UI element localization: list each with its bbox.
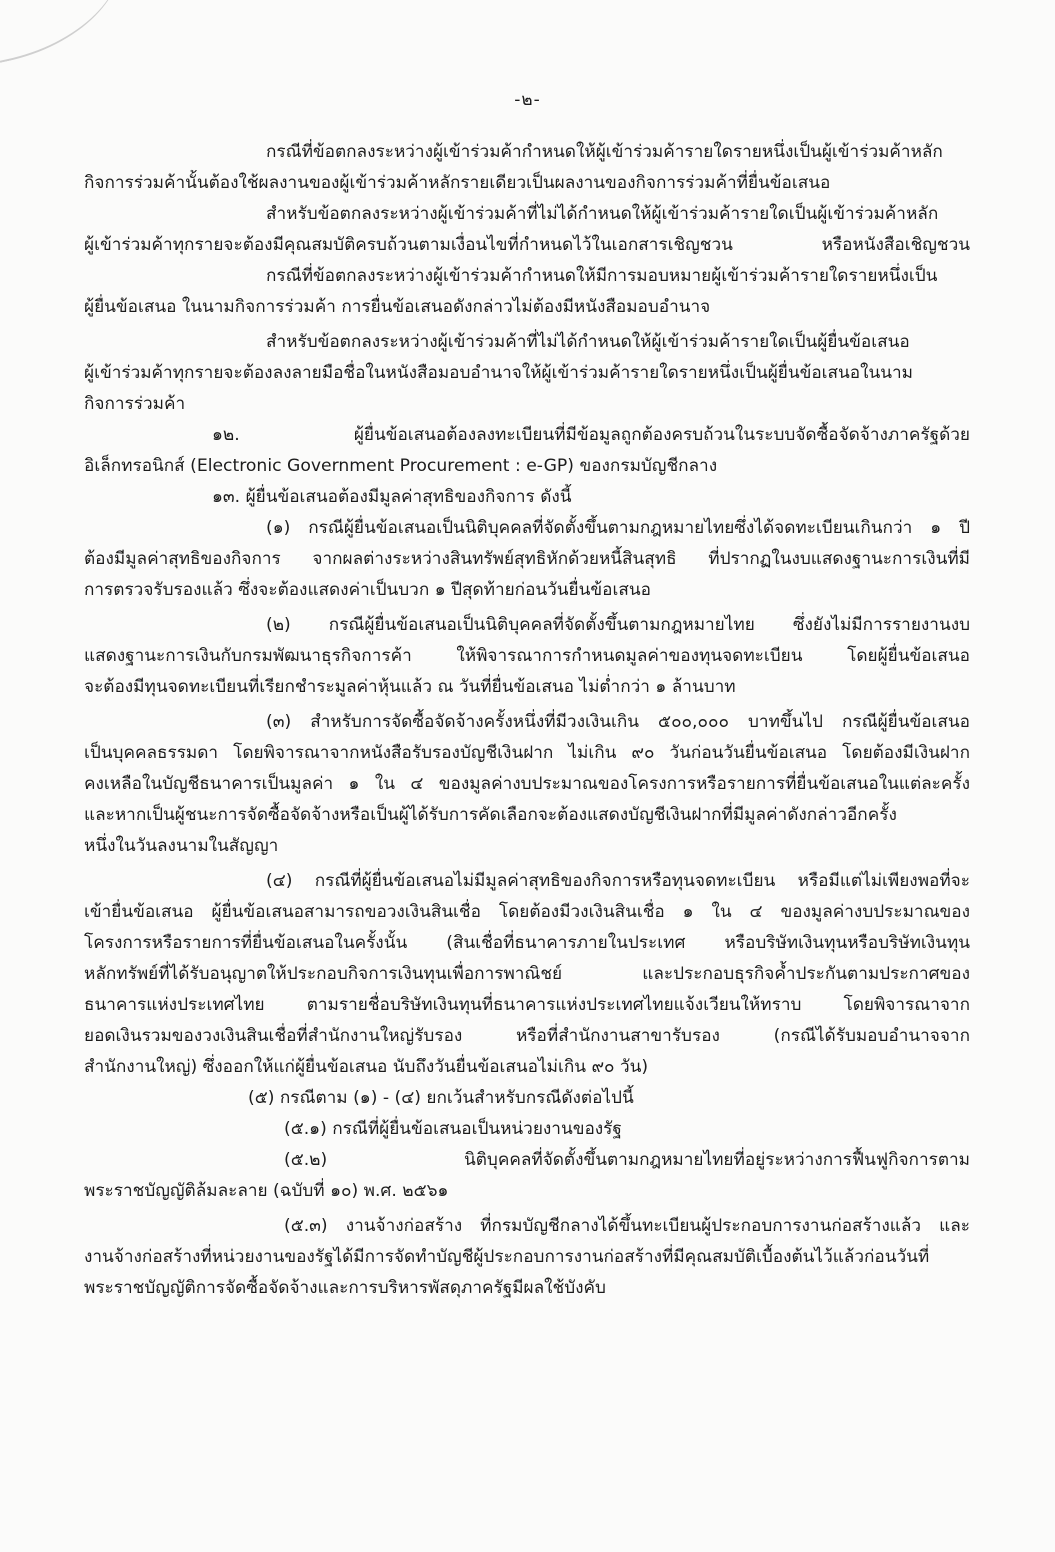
text-line: ผู้ยื่นข้อเสนอ ในนามกิจการร่วมค้า การยื่นข้อเสนอดังกล่าวไม่ต้องมีหนังสือมอบอำนาจ xyxy=(84,297,711,317)
text-line: สำหรับข้อตกลงระหว่างผู้เข้าร่วมค้าที่ไม่ได้กำหนดให้ผู้เข้าร่วมค้ารายใดเป็นผู้ยื่นข้อเสนอ xyxy=(266,332,910,352)
text-line: ยอดเงินรวมของวงเงินสินเชื่อที่สำนักงานใหญ่รับรอง หรือที่สำนักงานสาขารับรอง (กรณีได้รับมอบอำนาจจาก xyxy=(84,1026,970,1046)
text-line: คงเหลือในบัญชีธนาคารเป็นมูลค่า ๑ ใน ๔ ของมูลค่างบประมาณของโครงการหรือรายการที่ยื่นข้อเสนอในแต่ละครั้ง xyxy=(84,774,970,794)
text-line: กรณีที่ข้อตกลงระหว่างผู้เข้าร่วมค้ากำหนดให้ผู้เข้าร่วมค้ารายใดรายหนึ่งเป็นผู้เข้าร่วมค้าหลัก xyxy=(266,142,943,162)
clause-12-heading: ๑๒. ผู้ยื่นข้อเสนอต้องลงทะเบียนที่มีข้อมูลถูกต้องครบถ้วนในระบบจัดซื้อจัดจ้างภาครัฐด้วย xyxy=(212,425,970,445)
text-line: (๕) กรณีตาม (๑) - (๔) ยกเว้นสำหรับกรณีดังต่อไปนี้ xyxy=(248,1088,634,1108)
text-line: ผู้เข้าร่วมค้าทุกรายจะต้องมีคุณสมบัติครบถ้วนตามเงื่อนไขที่กำหนดไว้ในเอกสารเชิญชวน หรือหนังสือเชิญชวน xyxy=(84,235,970,255)
text-line: หนึ่งในวันลงนามในสัญญา xyxy=(84,836,279,856)
text-line: (๑) กรณีผู้ยื่นข้อเสนอเป็นนิติบุคคลที่จัดตั้งขึ้นตามกฎหมายไทยซึ่งได้จดทะเบียนเกินกว่า ๑ ปี xyxy=(266,518,970,538)
text-line: อิเล็กทรอนิกส์ (Electronic Government Procurement : e-GP) ของกรมบัญชีกลาง xyxy=(84,456,718,476)
text-line: แสดงฐานะการเงินกับกรมพัฒนาธุรกิจการค้า ให้พิจารณาการกำหนดมูลค่าของทุนจดทะเบียน โดยผู้ยื่นข้อเสนอ xyxy=(84,646,970,666)
text-line: กิจการร่วมค้านั้นต้องใช้ผลงานของผู้เข้าร่วมค้าหลักรายเดียวเป็นผลงานของกิจการร่วมค้าที่ยื่นข้อเสนอ xyxy=(84,173,831,193)
text-line: การตรวจรับรองแล้ว ซึ่งจะต้องแสดงค่าเป็นบวก ๑ ปีสุดท้ายก่อนวันยื่นข้อเสนอ xyxy=(84,580,651,600)
text-line: พระราชบัญญัติการจัดซื้อจัดจ้างและการบริหารพัสดุภาครัฐมีผลใช้บังคับ xyxy=(84,1278,606,1298)
text-line: ต้องมีมูลค่าสุทธิของกิจการ จากผลต่างระหว่างสินทรัพย์สุทธิหักด้วยหนี้สินสุทธิ ที่ปรากฏในงบแสดงฐานะการเงินที่มี xyxy=(84,549,970,569)
text-line: งานจ้างก่อสร้างที่หน่วยงานของรัฐได้มีการจัดทำบัญชีผู้ประกอบการงานก่อสร้างที่มีคุณสมบัติเบื้องต้นไว้แล้วก่อนวันที่ xyxy=(84,1247,930,1267)
text-line: (๕.๒) นิติบุคคลที่จัดตั้งขึ้นตามกฎหมายไทยที่อยู่ระหว่างการฟื้นฟูกิจการตาม xyxy=(284,1150,970,1170)
text-line: หลักทรัพย์ที่ได้รับอนุญาตให้ประกอบกิจการเงินทุนเพื่อการพาณิชย์ และประกอบธุรกิจค้ำประกันตามประกาศของ xyxy=(84,964,970,984)
text-line: จะต้องมีทุนจดทะเบียนที่เรียกชำระมูลค่าหุ้นแล้ว ณ วันที่ยื่นข้อเสนอ ไม่ต่ำกว่า ๑ ล้านบาท xyxy=(84,677,736,697)
text-line: (๓) สำหรับการจัดซื้อจัดจ้างครั้งหนึ่งที่มีวงเงินเกิน ๕๐๐,๐๐๐ บาทขึ้นไป กรณีผู้ยื่นข้อเสนอ xyxy=(266,712,970,732)
document-body xyxy=(84,137,970,1304)
text-line: (๕.๓) งานจ้างก่อสร้าง ที่กรมบัญชีกลางได้ขึ้นทะเบียนผู้ประกอบการงานก่อสร้างแล้ว และ xyxy=(284,1216,970,1236)
clause-13-heading: ๑๓. ผู้ยื่นข้อเสนอต้องมีมูลค่าสุทธิของกิจการ ดังนี้ xyxy=(212,487,572,507)
text-line: ธนาคารแห่งประเทศไทย ตามรายชื่อบริษัทเงินทุนที่ธนาคารแห่งประเทศไทยแจ้งเวียนให้ทราบ โดยพิจารณาจาก xyxy=(84,995,970,1015)
text-line: กิจการร่วมค้า xyxy=(84,394,186,414)
text-line: (๒) กรณีผู้ยื่นข้อเสนอเป็นนิติบุคคลที่จัดตั้งขึ้นตามกฎหมายไทย ซึ่งยังไม่มีการรายงานงบ xyxy=(266,615,970,635)
paper-corner-curl xyxy=(0,0,140,68)
text-line: และหากเป็นผู้ชนะการจัดซื้อจัดจ้างหรือเป็นผู้ได้รับการคัดเลือกจะต้องแสดงบัญชีเงินฝากที่มีมูลค่าดังกล่าวอีกครั้ง xyxy=(84,805,897,825)
text-line: เข้ายื่นข้อเสนอ ผู้ยื่นข้อเสนอสามารถขอวงเงินสินเชื่อ โดยต้องมีวงเงินสินเชื่อ ๑ ใน ๔ ของมูลค่างบประมาณของ xyxy=(84,902,970,922)
page-number: -๒- xyxy=(514,90,541,110)
text-line: เป็นบุคคลธรรมดา โดยพิจารณาจากหนังสือรับรองบัญชีเงินฝาก ไม่เกิน ๙๐ วันก่อนวันยื่นข้อเสนอ โดยต้องมีเงินฝาก xyxy=(84,743,970,763)
text-line: กรณีที่ข้อตกลงระหว่างผู้เข้าร่วมค้ากำหนดให้มีการมอบหมายผู้เข้าร่วมค้ารายใดรายหนึ่งเป็น xyxy=(266,266,938,286)
text-line: สำนักงานใหญ่) ซึ่งออกให้แก่ผู้ยื่นข้อเสนอ นับถึงวันยื่นข้อเสนอไม่เกิน ๙๐ วัน) xyxy=(84,1057,649,1077)
text-line: ผู้เข้าร่วมค้าทุกรายจะต้องลงลายมือชื่อในหนังสือมอบอำนาจให้ผู้เข้าร่วมค้ารายใดรายหนึ่งเป็นผู้ยื่นข้อเสนอในนาม xyxy=(84,363,913,383)
text-line: (๔) กรณีที่ผู้ยื่นข้อเสนอไม่มีมูลค่าสุทธิของกิจการหรือทุนจดทะเบียน หรือมีแต่ไม่เพียงพอที่จะ xyxy=(266,871,970,891)
text-line: พระราชบัญญัติล้มละลาย (ฉบับที่ ๑๐) พ.ศ. ๒๕๖๑ xyxy=(84,1181,449,1201)
text-line: สำหรับข้อตกลงระหว่างผู้เข้าร่วมค้าที่ไม่ได้กำหนดให้ผู้เข้าร่วมค้ารายใดเป็นผู้เข้าร่วมค้าหลัก xyxy=(266,204,939,224)
text-line: โครงการหรือรายการที่ยื่นข้อเสนอในครั้งนั้น (สินเชื่อที่ธนาคารภายในประเทศ หรือบริษัทเงินทุนหรือบริษัทเงินทุน xyxy=(84,933,970,953)
text-line: (๕.๑) กรณีที่ผู้ยื่นข้อเสนอเป็นหน่วยงานของรัฐ xyxy=(284,1119,622,1139)
